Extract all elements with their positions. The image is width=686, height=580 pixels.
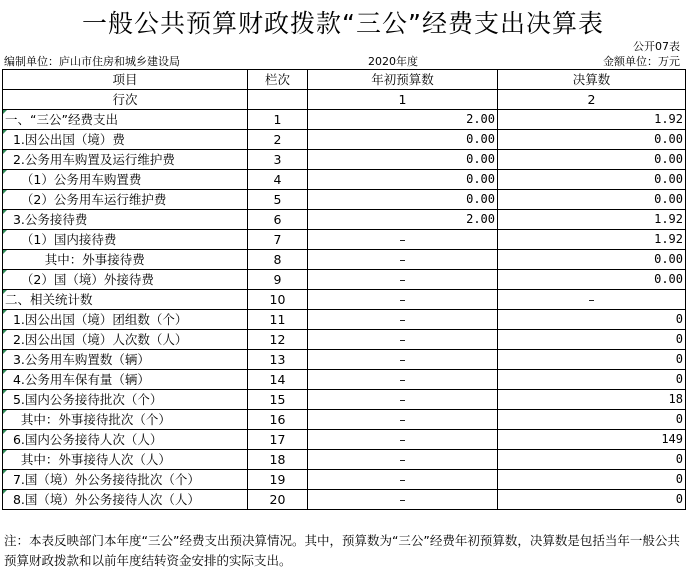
row-line-number: 3 [248,150,308,170]
footnote: 注：本表反映部门本年度“三公”经费支出预决算情况。其中，预算数为“三公”经费年初预算数，决算数是包括当年一般公共预算财政拨款和以前年度结转资金安排的实际支出。 [4,533,680,568]
row-item-label: （1）国内接待费 [3,230,248,250]
row-line-number: 14 [248,370,308,390]
header-row [3,70,686,90]
row-item-label: 5.国内公务接待批次（个） [3,390,248,410]
header-final: 决算数 [498,70,686,90]
row-line-number: 8 [248,250,308,270]
row-final-value: 1.92 [498,110,686,130]
header-budget: 年初预算数 [308,70,498,90]
row-item-label: （2）公务用车运行维护费 [3,190,248,210]
compiling-unit: 编制单位：庐山市住房和城乡建设局 [4,55,180,68]
table-row [3,410,686,430]
table-row [3,370,686,390]
row-line-number: 17 [248,430,308,450]
fiscal-year: 2020年度 [368,55,418,68]
row-budget-value: – [308,250,498,270]
row-item-label: （1）公务用车购置费 [3,170,248,190]
expenditure-table [2,69,686,510]
row-budget-value: 2.00 [308,210,498,230]
row-item-label: 一、“三公”经费支出 [3,110,248,130]
table-row [3,470,686,490]
row-line-number: 19 [248,470,308,490]
row-budget-value: – [308,370,498,390]
row-final-value: 0.00 [498,150,686,170]
row-final-value: 149 [498,430,686,450]
row-item-label: 其中：外事接待人次（人） [3,450,248,470]
row-index-blank [248,90,308,110]
row-line-number: 10 [248,290,308,310]
row-final-value: 0 [498,410,686,430]
row-final-value: 0.00 [498,190,686,210]
row-budget-value: 2.00 [308,110,498,130]
row-line-number: 15 [248,390,308,410]
row-budget-value: – [308,470,498,490]
row-item-label: 3.公务接待费 [3,210,248,230]
row-item-label: 二、相关统计数 [3,290,248,310]
row-item-label: 4.公务用车保有量（辆） [3,370,248,390]
col-index-2: 2 [498,90,686,110]
table-row [3,170,686,190]
row-final-value: 0 [498,450,686,470]
table-row [3,110,686,130]
row-budget-value: – [308,230,498,250]
row-index-row [3,90,686,110]
row-final-value: 0.00 [498,130,686,150]
table-row [3,270,686,290]
row-budget-value: – [308,450,498,470]
row-budget-value: 0.00 [308,130,498,150]
table-row [3,150,686,170]
row-line-number: 20 [248,490,308,510]
form-code: 公开07表 [633,40,680,53]
page-title: 一般公共预算财政拨款“三公”经费支出决算表 [82,9,604,38]
row-item-label: （2）国（境）外接待费 [3,270,248,290]
row-budget-value: 0.00 [308,190,498,210]
table-row [3,210,686,230]
row-item-label: 1.因公出国（境）费 [3,130,248,150]
row-line-number: 13 [248,350,308,370]
header-item: 项目 [3,70,248,90]
table-row [3,350,686,370]
row-line-number: 4 [248,170,308,190]
row-final-value: 0 [498,370,686,390]
row-final-value: 0 [498,470,686,490]
row-final-value: 0 [498,350,686,370]
table-row [3,390,686,410]
table-row [3,330,686,350]
row-budget-value: 0.00 [308,150,498,170]
table-row [3,130,686,150]
row-item-label: 2.因公出国（境）人次数（人） [3,330,248,350]
row-budget-value: – [308,270,498,290]
table-row [3,310,686,330]
table-row [3,450,686,470]
table-row [3,490,686,510]
header-col-no: 栏次 [248,70,308,90]
row-line-number: 18 [248,450,308,470]
row-item-label: 6.国内公务接待人次（人） [3,430,248,450]
row-final-value: 18 [498,390,686,410]
row-line-number: 7 [248,230,308,250]
row-budget-value: – [308,410,498,430]
row-budget-value: – [308,490,498,510]
row-budget-value: – [308,430,498,450]
row-final-value: 1.92 [498,230,686,250]
row-final-value: 0.00 [498,270,686,290]
row-line-number: 16 [248,410,308,430]
row-line-number: 11 [248,310,308,330]
row-final-value: 0.00 [498,250,686,270]
row-item-label: 7.国（境）外公务接待批次（个） [3,470,248,490]
col-index-1: 1 [308,90,498,110]
row-item-label: 8.国（境）外公务接待人次（人） [3,490,248,510]
row-budget-value: – [308,310,498,330]
amount-unit: 金额单位：万元 [603,55,680,68]
row-final-value: 0 [498,330,686,350]
row-item-label: 其中：外事接待费 [3,250,248,270]
row-final-value: 1.92 [498,210,686,230]
row-budget-value: 0.00 [308,170,498,190]
row-final-value: 0 [498,490,686,510]
row-item-label: 2.公务用车购置及运行维护费 [3,150,248,170]
row-item-label: 3.公务用车购置数（辆） [3,350,248,370]
row-line-number: 6 [248,210,308,230]
row-item-label: 其中：外事接待批次（个） [3,410,248,430]
row-line-number: 9 [248,270,308,290]
row-line-number: 2 [248,130,308,150]
row-index-label: 行次 [3,90,248,110]
row-budget-value: – [308,350,498,370]
row-final-value: 0.00 [498,170,686,190]
row-line-number: 12 [248,330,308,350]
table-row [3,430,686,450]
row-budget-value: – [308,330,498,350]
table-row [3,290,686,310]
meta-bar [0,53,686,69]
row-line-number: 5 [248,190,308,210]
row-budget-value: – [308,390,498,410]
row-final-value: – [498,290,686,310]
row-final-value: 0 [498,310,686,330]
row-item-label: 1.因公出国（境）团组数（个） [3,310,248,330]
table-row [3,190,686,210]
table-row [3,230,686,250]
table-row [3,250,686,270]
row-line-number: 1 [248,110,308,130]
row-budget-value: – [308,290,498,310]
